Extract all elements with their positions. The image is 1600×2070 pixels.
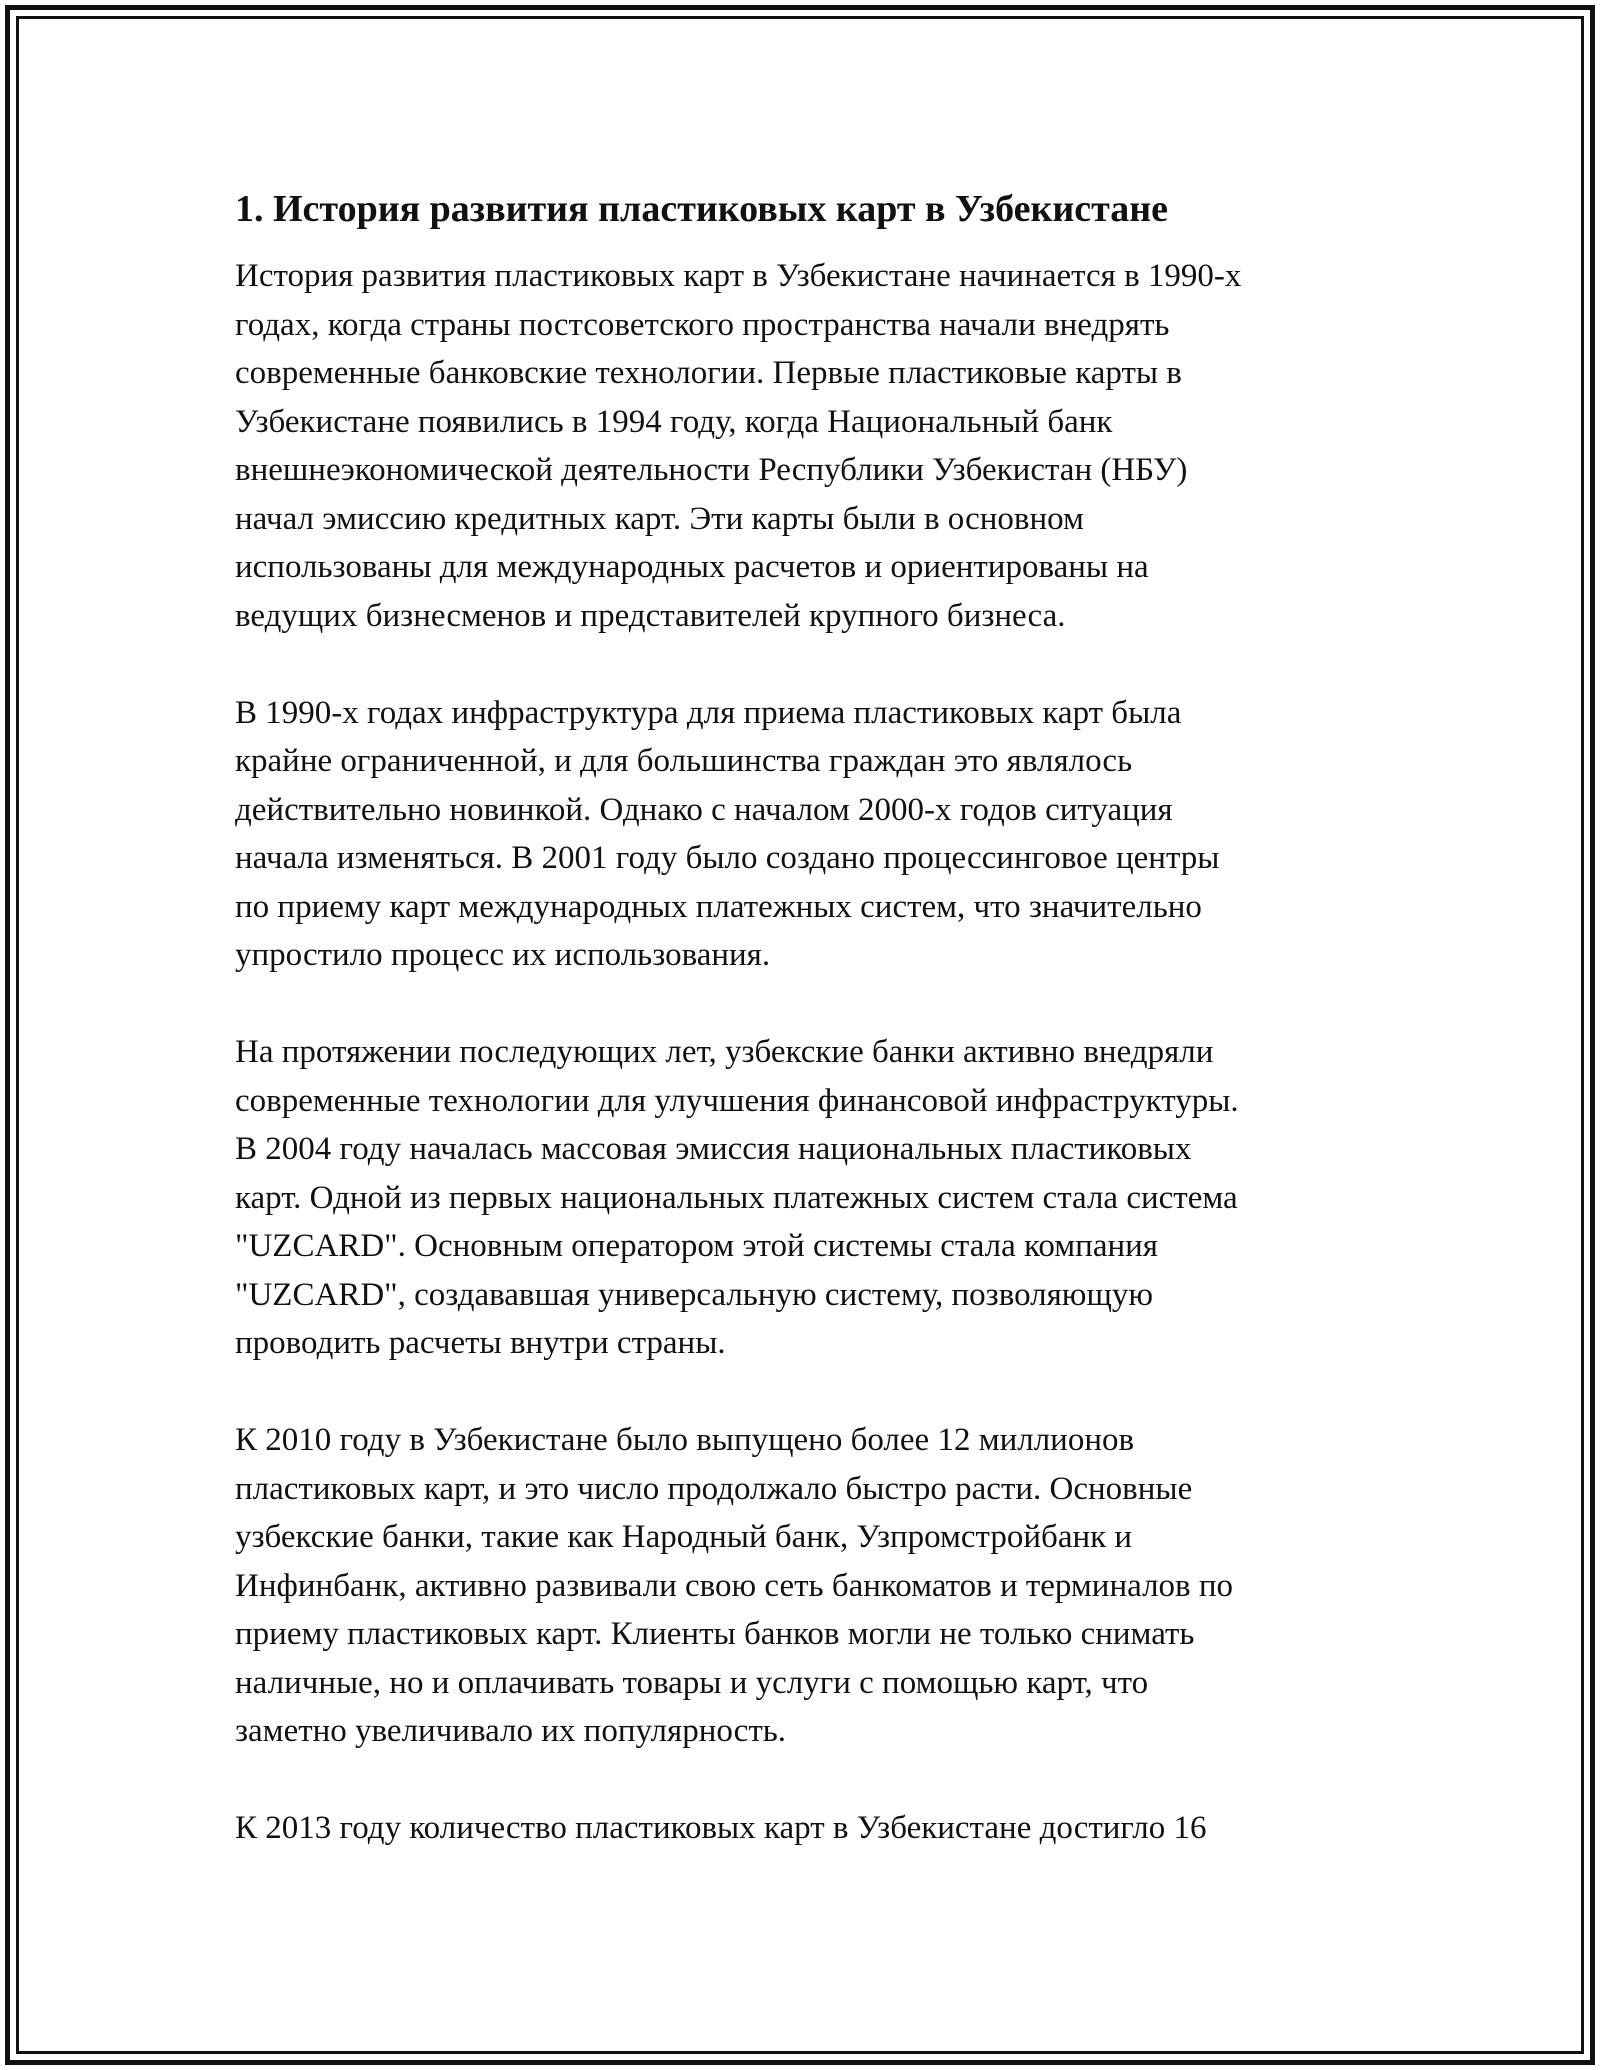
text-line: В 2004 году началась массовая эмиссия национальных пластиковых — [235, 1131, 1192, 1168]
text-line: К 2010 году в Узбекистане было выпущено более 12 миллионов — [235, 1422, 1135, 1459]
text-line: пластиковых карт, и это число продолжало быстро расти. Основные — [235, 1470, 1193, 1507]
text-line: начал эмиссию кредитных карт. Эти карты были в основном — [235, 500, 1084, 537]
text-line: Узбекистане появились в 1994 году, когда Национальный банк — [235, 403, 1113, 440]
paragraph-2 — [235, 689, 1375, 980]
text-line: "UZCARD", создававшая универсальную систему, позволяющую — [235, 1276, 1154, 1313]
text-line: современные технологии для улучшения финансовой инфраструктуры. — [235, 1082, 1239, 1119]
text-line: проводить расчеты внутри страны. — [235, 1325, 726, 1362]
paragraph-1 — [235, 252, 1375, 640]
text-line: годах, когда страны постсоветского пространства начали внедрять — [235, 306, 1170, 343]
text-line: ведущих бизнесменов и представителей крупного бизнеса. — [235, 597, 1066, 634]
text-line: карт. Одной из первых национальных платежных систем стала система — [235, 1179, 1238, 1216]
text-line: заметно увеличивало их популярность. — [235, 1713, 787, 1750]
text-line: действительно новинкой. Однако с началом 2000-х годов ситуация — [235, 791, 1173, 828]
text-line: приему пластиковых карт. Клиенты банков могли не только снимать — [235, 1616, 1195, 1653]
text-line: использованы для международных расчетов и ориентированы на — [235, 549, 1149, 586]
text-line: Инфинбанк, активно развивали свою сеть банкоматов и терминалов по — [235, 1567, 1234, 1604]
document-body — [235, 185, 1375, 1901]
text-line: "UZCARD". Основным оператором этой системы стала компания — [235, 1228, 1158, 1265]
text-line: узбекские банки, такие как Народный банк, Узпромстройбанк и — [235, 1519, 1133, 1556]
text-line: упростило процесс их использования. — [235, 937, 771, 974]
text-line: внешнеэкономической деятельности Республики Узбекистан (НБУ) — [235, 452, 1188, 489]
text-line: начала изменяться. В 2001 году было создано процессинговое центры — [235, 840, 1220, 877]
text-line: История развития пластиковых карт в Узбекистане начинается в 1990-х — [235, 258, 1242, 295]
text-line: На протяжении последующих лет, узбекские банки активно внедряли — [235, 1034, 1214, 1071]
paragraph-3 — [235, 1028, 1375, 1368]
text-line: по приему карт международных платежных систем, что значительно — [235, 888, 1202, 925]
text-line: современные банковские технологии. Первые пластиковые карты в — [235, 355, 1182, 392]
text-line: крайне ограниченной, и для большинства граждан это являлось — [235, 743, 1133, 780]
paragraph-4 — [235, 1416, 1375, 1756]
section-title: 1. История развития пластиковых карт в Узбекистане — [235, 188, 1168, 230]
paragraph-5 — [235, 1804, 1375, 1853]
text-line: К 2013 году количество пластиковых карт в Узбекистане достигло 16 — [235, 1810, 1207, 1847]
text-line: наличные, но и оплачивать товары и услуги с помощью карт, что — [235, 1664, 1149, 1701]
text-line: В 1990-х годах инфраструктура для приема пластиковых карт была — [235, 694, 1182, 731]
